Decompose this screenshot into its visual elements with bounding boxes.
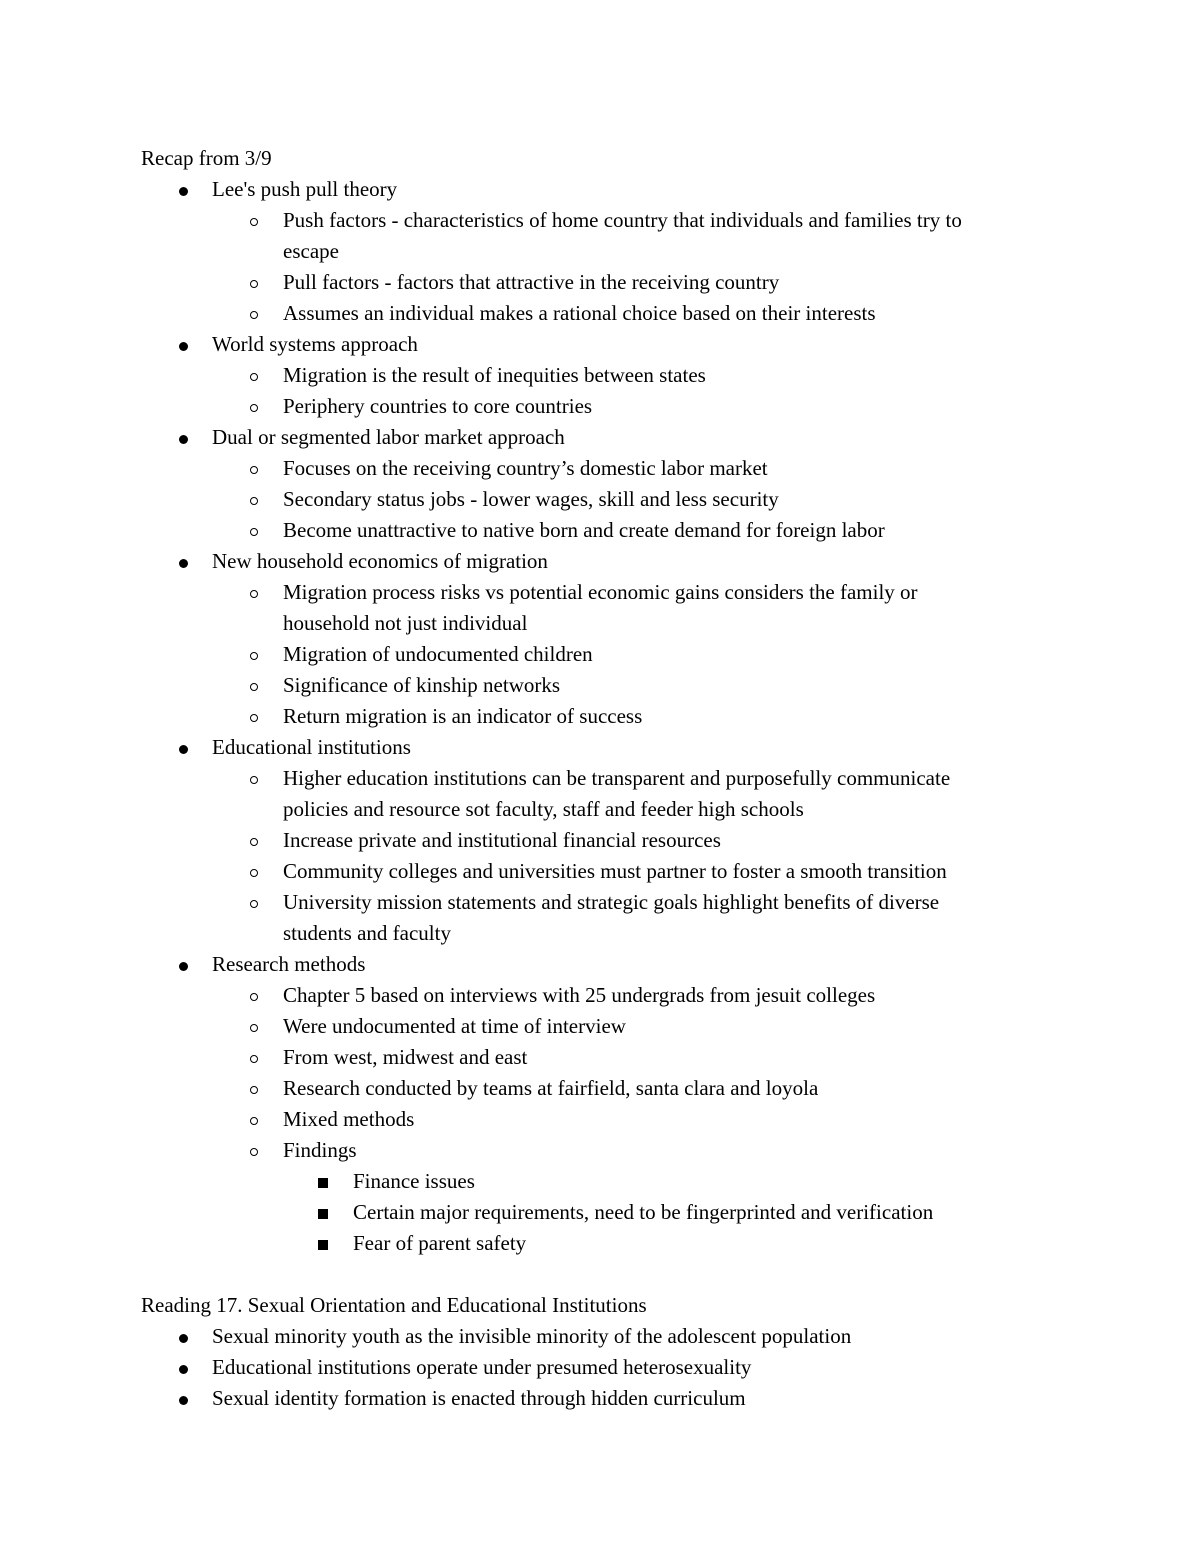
filled-dot-bullet-icon: [173, 1383, 193, 1414]
hollow-circle-bullet-icon: [244, 577, 264, 608]
bullet-item-text: World systems approach: [212, 332, 418, 356]
hollow-circle-bullet-icon: [244, 453, 264, 484]
sub-bullet-text: Chapter 5 based on interviews with 25 undergrads from jesuit colleges: [283, 983, 876, 1007]
section-heading: Reading 17. Sexual Orientation and Educational Institutions: [141, 1293, 647, 1317]
hollow-circle-bullet-icon: [244, 267, 264, 298]
sub-bullet-text: household not just individual: [283, 611, 528, 635]
sub-sub-bullet-item: [141, 1228, 1061, 1259]
bullet-item-text: Dual or segmented labor market approach: [212, 425, 565, 449]
bullet-item: [141, 329, 1061, 360]
hollow-circle-bullet-icon: [244, 515, 264, 546]
hollow-circle-bullet-icon: [244, 763, 264, 794]
bullet-item: [141, 1321, 1061, 1352]
sub-bullet-text: Findings: [283, 1138, 357, 1162]
filled-dot-bullet-icon: [173, 1321, 193, 1352]
hollow-circle-bullet-icon: [244, 360, 264, 391]
filled-square-bullet-icon: [313, 1166, 333, 1197]
section-spacer: [141, 1259, 1061, 1290]
circle-shape: [250, 1055, 258, 1063]
circle-shape: [250, 714, 258, 722]
circle-shape: [250, 218, 258, 226]
sub-bullet-continuation: [141, 918, 1061, 949]
notes-document: [141, 143, 1061, 1414]
dot-shape: [179, 187, 188, 196]
sub-bullet-text: policies and resource sot faculty, staff and feeder high schools: [283, 797, 804, 821]
circle-shape: [250, 590, 258, 598]
sub-bullet-text: Push factors - characteristics of home country that individuals and families try to: [283, 208, 962, 232]
hollow-circle-bullet-icon: [244, 670, 264, 701]
sub-bullet-text: Significance of kinship networks: [283, 673, 561, 697]
sub-bullet-text: Research conducted by teams at fairfield, santa clara and loyola: [283, 1076, 819, 1100]
sub-bullet-item: [141, 205, 1061, 236]
sub-bullet-item: [141, 1135, 1061, 1166]
sub-bullet-text: students and faculty: [283, 921, 451, 945]
circle-shape: [250, 683, 258, 691]
sub-sub-bullet-text: Certain major requirements, need to be fingerprinted and verification: [353, 1200, 934, 1224]
sub-bullet-item: [141, 670, 1061, 701]
circle-shape: [250, 900, 258, 908]
sub-bullet-item: [141, 856, 1061, 887]
hollow-circle-bullet-icon: [244, 980, 264, 1011]
section-heading: Recap from 3/9: [141, 146, 272, 170]
sub-bullet-text: Community colleges and universities must partner to foster a smooth transition: [283, 859, 947, 883]
dot-shape: [179, 435, 188, 444]
filled-dot-bullet-icon: [173, 174, 193, 205]
sub-bullet-item: [141, 577, 1061, 608]
hollow-circle-bullet-icon: [244, 701, 264, 732]
sub-bullet-text: Secondary status jobs - lower wages, skill and less security: [283, 487, 779, 511]
sub-bullet-item: [141, 639, 1061, 670]
sub-bullet-item: [141, 515, 1061, 546]
circle-shape: [250, 1086, 258, 1094]
filled-dot-bullet-icon: [173, 949, 193, 980]
sub-bullet-continuation: [141, 608, 1061, 639]
bullet-item-text: Sexual minority youth as the invisible minority of the adolescent population: [212, 1324, 852, 1348]
sub-bullet-item: [141, 763, 1061, 794]
sub-bullet-item: [141, 1104, 1061, 1135]
dot-shape: [179, 342, 188, 351]
bullet-item: [141, 949, 1061, 980]
hollow-circle-bullet-icon: [244, 205, 264, 236]
bullet-item: [141, 422, 1061, 453]
circle-shape: [250, 869, 258, 877]
filled-square-bullet-icon: [313, 1197, 333, 1228]
dot-shape: [179, 1365, 188, 1374]
sub-bullet-item: [141, 887, 1061, 918]
dot-shape: [179, 1396, 188, 1405]
circle-shape: [250, 280, 258, 288]
sub-bullet-item: [141, 267, 1061, 298]
bullet-item: [141, 546, 1061, 577]
bullet-item-text: Lee's push pull theory: [212, 177, 398, 201]
filled-dot-bullet-icon: [173, 1352, 193, 1383]
filled-dot-bullet-icon: [173, 732, 193, 763]
filled-dot-bullet-icon: [173, 329, 193, 360]
circle-shape: [250, 776, 258, 784]
bullet-item: [141, 174, 1061, 205]
filled-dot-bullet-icon: [173, 422, 193, 453]
sub-bullet-text: Higher education institutions can be transparent and purposefully communicate: [283, 766, 951, 790]
sub-bullet-item: [141, 1073, 1061, 1104]
sub-bullet-item: [141, 360, 1061, 391]
sub-bullet-text: Migration is the result of inequities between states: [283, 363, 706, 387]
bullet-item-text: New household economics of migration: [212, 549, 548, 573]
hollow-circle-bullet-icon: [244, 1011, 264, 1042]
circle-shape: [250, 528, 258, 536]
hollow-circle-bullet-icon: [244, 484, 264, 515]
square-shape: [318, 1178, 328, 1188]
sub-bullet-text: Migration process risks vs potential economic gains considers the family or: [283, 580, 918, 604]
sub-bullet-item: [141, 391, 1061, 422]
circle-shape: [250, 497, 258, 505]
filled-dot-bullet-icon: [173, 546, 193, 577]
dot-shape: [179, 745, 188, 754]
sub-sub-bullet-item: [141, 1166, 1061, 1197]
hollow-circle-bullet-icon: [244, 639, 264, 670]
sub-bullet-text: Assumes an individual makes a rational choice based on their interests: [283, 301, 876, 325]
square-shape: [318, 1240, 328, 1250]
bullet-item-text: Sexual identity formation is enacted through hidden curriculum: [212, 1386, 746, 1410]
sub-bullet-item: [141, 1042, 1061, 1073]
filled-square-bullet-icon: [313, 1228, 333, 1259]
hollow-circle-bullet-icon: [244, 391, 264, 422]
sub-bullet-text: Pull factors - factors that attractive in the receiving country: [283, 270, 780, 294]
sub-sub-bullet-item: [141, 1197, 1061, 1228]
hollow-circle-bullet-icon: [244, 298, 264, 329]
sub-bullet-text: Periphery countries to core countries: [283, 394, 593, 418]
sub-bullet-text: University mission statements and strategic goals highlight benefits of diverse: [283, 890, 940, 914]
sub-sub-bullet-text: Finance issues: [353, 1169, 475, 1193]
circle-shape: [250, 373, 258, 381]
hollow-circle-bullet-icon: [244, 856, 264, 887]
circle-shape: [250, 311, 258, 319]
sub-bullet-continuation: [141, 236, 1061, 267]
sub-bullet-continuation: [141, 794, 1061, 825]
sub-bullet-text: From west, midwest and east: [283, 1045, 528, 1069]
sub-bullet-text: Return migration is an indicator of success: [283, 704, 643, 728]
dot-shape: [179, 1334, 188, 1343]
sub-bullet-item: [141, 453, 1061, 484]
square-shape: [318, 1209, 328, 1219]
sub-bullet-item: [141, 825, 1061, 856]
circle-shape: [250, 838, 258, 846]
sub-bullet-text: Increase private and institutional financial resources: [283, 828, 721, 852]
sub-bullet-item: [141, 980, 1061, 1011]
bullet-item-text: Educational institutions: [212, 735, 411, 759]
circle-shape: [250, 652, 258, 660]
sub-bullet-text: escape: [283, 239, 339, 263]
sub-bullet-text: Focuses on the receiving country’s domestic labor market: [283, 456, 768, 480]
sub-bullet-item: [141, 484, 1061, 515]
dot-shape: [179, 962, 188, 971]
sub-sub-bullet-text: Fear of parent safety: [353, 1231, 527, 1255]
sub-bullet-item: [141, 298, 1061, 329]
dot-shape: [179, 559, 188, 568]
circle-shape: [250, 1117, 258, 1125]
circle-shape: [250, 993, 258, 1001]
hollow-circle-bullet-icon: [244, 1073, 264, 1104]
hollow-circle-bullet-icon: [244, 887, 264, 918]
hollow-circle-bullet-icon: [244, 1135, 264, 1166]
bullet-item: [141, 1352, 1061, 1383]
hollow-circle-bullet-icon: [244, 1104, 264, 1135]
hollow-circle-bullet-icon: [244, 825, 264, 856]
sub-bullet-text: Were undocumented at time of interview: [283, 1014, 626, 1038]
sub-bullet-item: [141, 1011, 1061, 1042]
sub-bullet-item: [141, 701, 1061, 732]
bullet-item: [141, 732, 1061, 763]
circle-shape: [250, 1024, 258, 1032]
hollow-circle-bullet-icon: [244, 1042, 264, 1073]
sub-bullet-text: Migration of undocumented children: [283, 642, 593, 666]
bullet-item-text: Research methods: [212, 952, 366, 976]
circle-shape: [250, 404, 258, 412]
sub-bullet-text: Mixed methods: [283, 1107, 415, 1131]
bullet-item-text: Educational institutions operate under presumed heterosexuality: [212, 1355, 752, 1379]
circle-shape: [250, 466, 258, 474]
bullet-item: [141, 1383, 1061, 1414]
sub-bullet-text: Become unattractive to native born and create demand for foreign labor: [283, 518, 885, 542]
circle-shape: [250, 1148, 258, 1156]
